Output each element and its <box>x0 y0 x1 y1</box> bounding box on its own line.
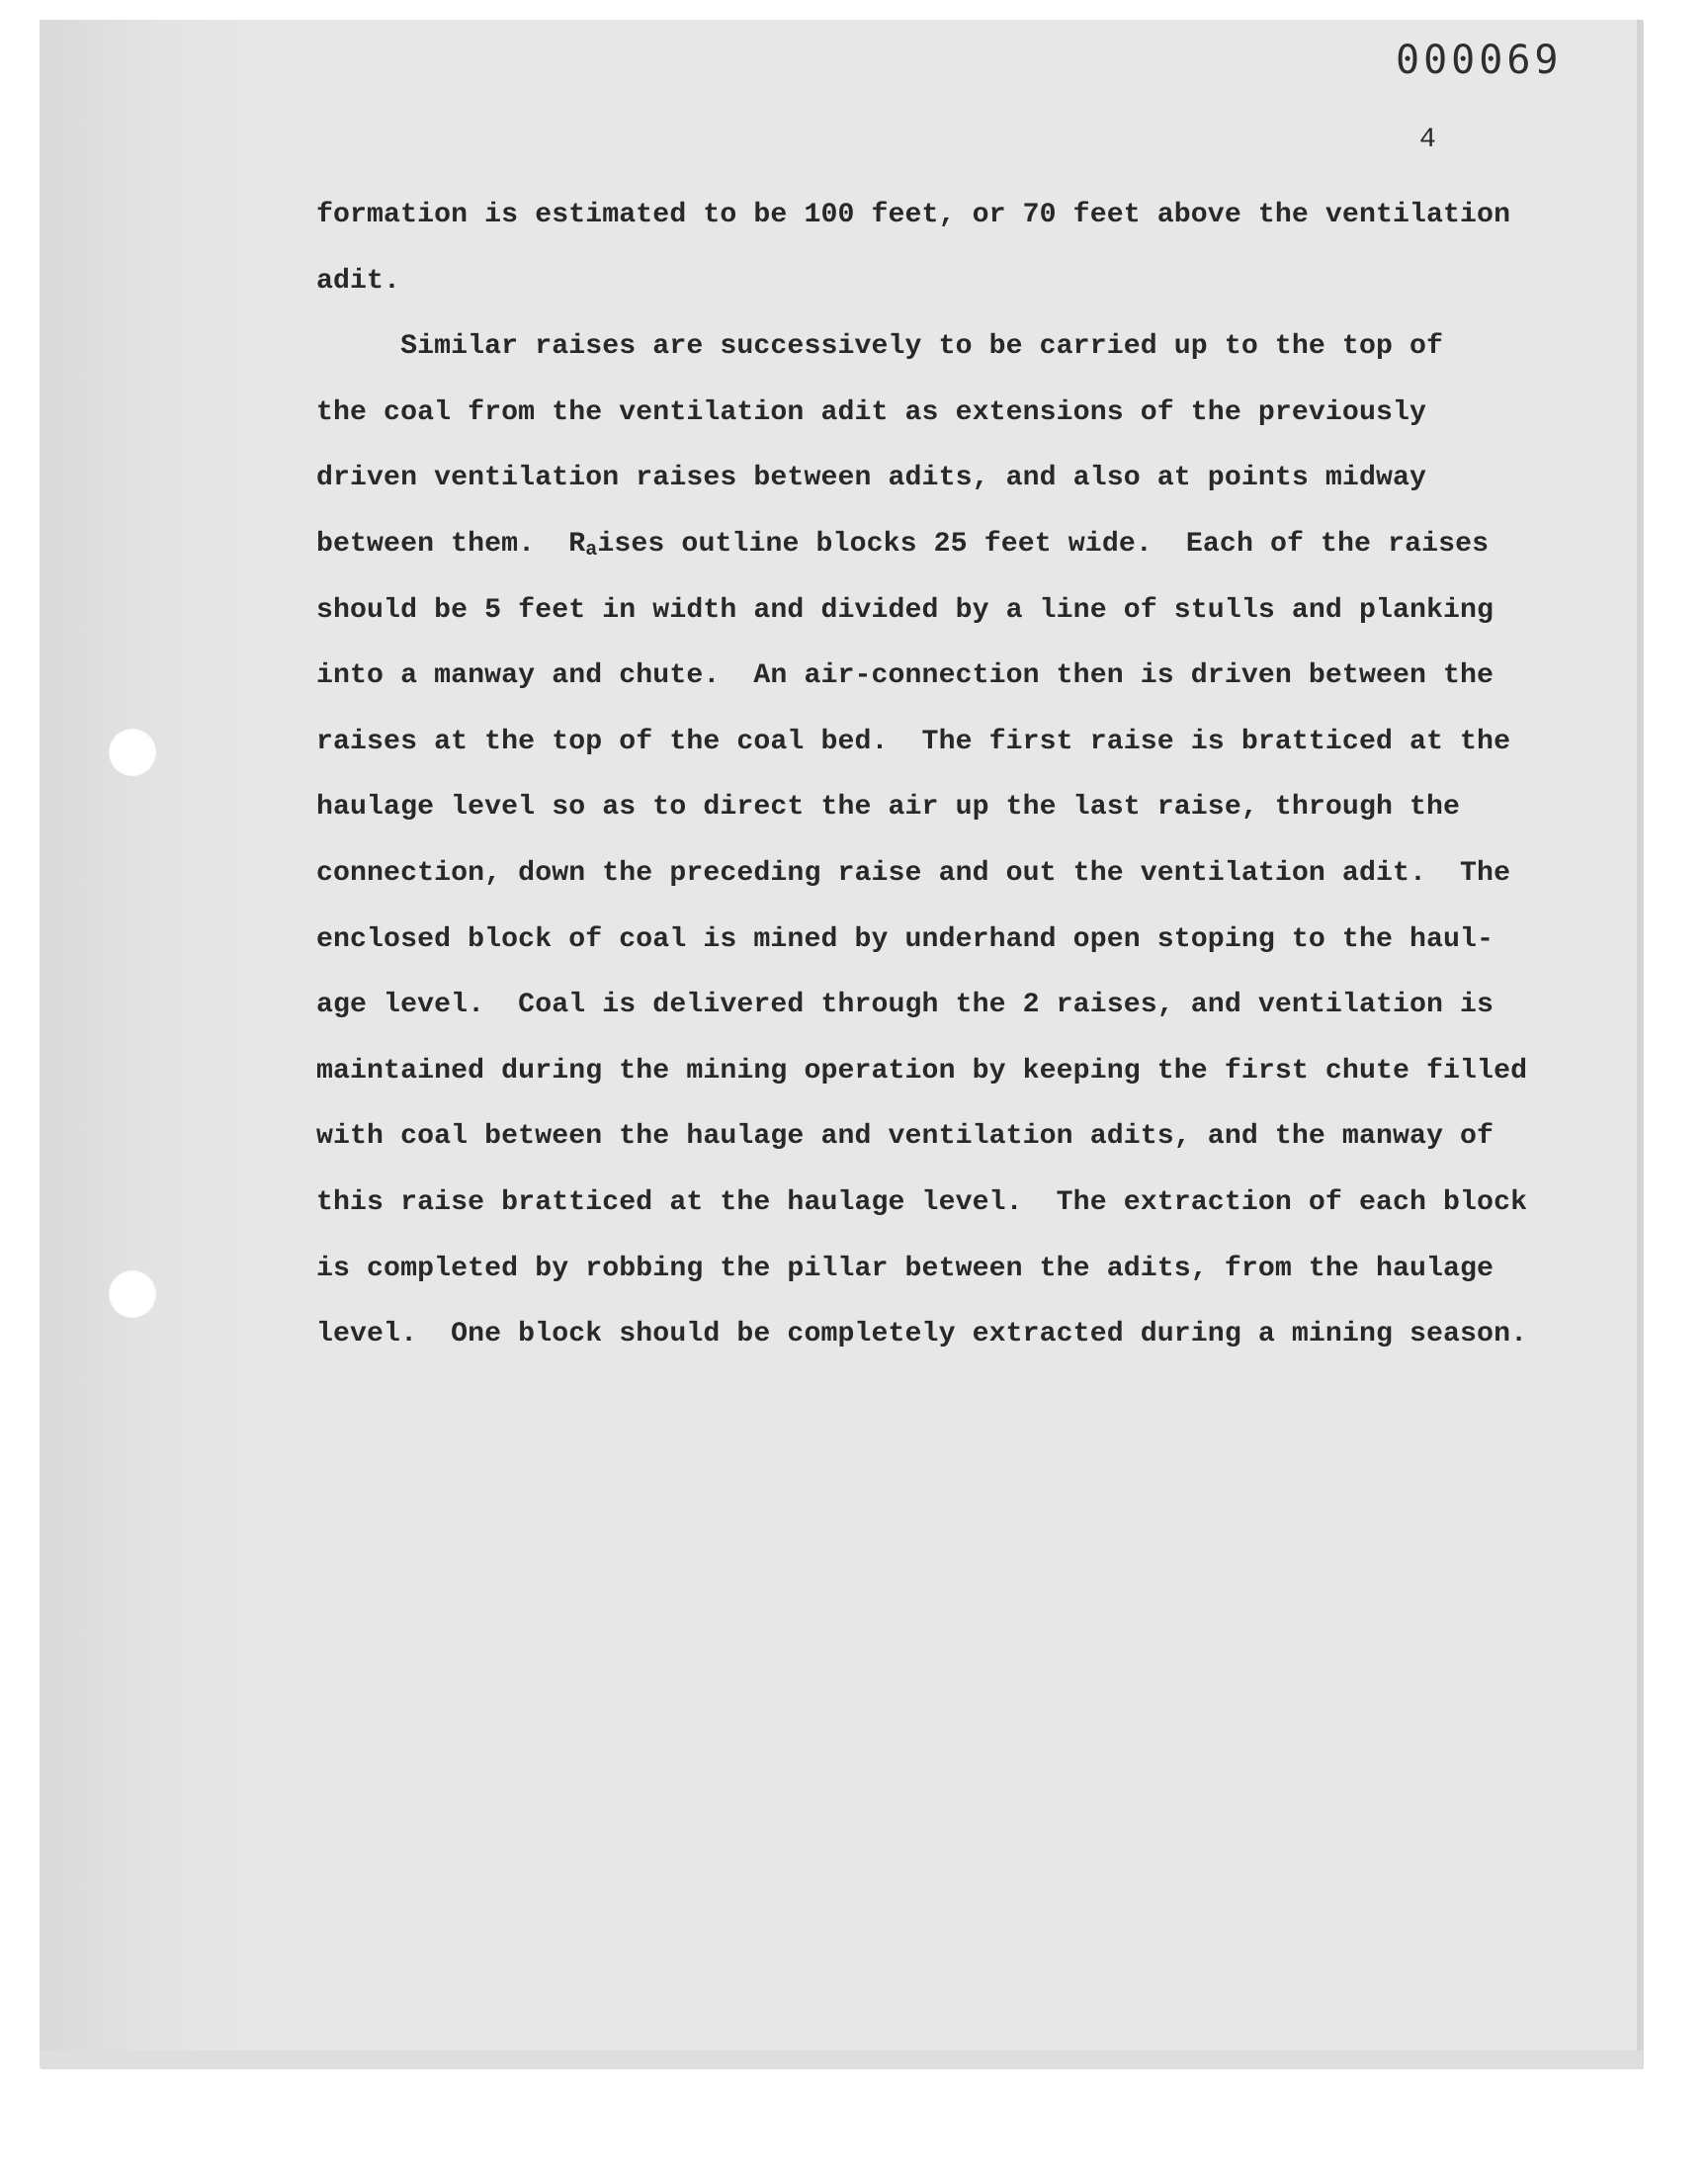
text-line: haulage level so as to direct the air up the last raise, through the <box>316 792 1461 824</box>
text-line: driven ventilation raises between adits, and also at points midway <box>316 463 1427 494</box>
page-edge <box>1637 20 1643 2068</box>
text-line <box>316 512 1502 578</box>
punch-hole <box>109 729 156 776</box>
text-line: is completed by robbing the pillar between the adits, from the haulage <box>316 1253 1494 1284</box>
text-line: maintained during the mining operation by keeping the first chute filled <box>316 1055 1528 1087</box>
text-line: age level. Coal is delivered through the 2 raises, and ventilation is <box>316 990 1494 1021</box>
text-line: this raise bratticed at the haulage level. The extraction of each block <box>316 1186 1528 1218</box>
page-shadow <box>40 20 247 2068</box>
page-edge <box>40 2050 1643 2068</box>
document-stamp-number: 000069 <box>1396 38 1563 83</box>
body-text <box>316 183 1528 1368</box>
text-line: should be 5 feet in width and divided by a line of stulls and planking <box>316 594 1494 626</box>
text-line: formation is estimated to be 100 feet, or 70 feet above the ventilation <box>316 200 1511 230</box>
page-number: 4 <box>1419 125 1436 155</box>
text-line: Similar raises are successively to be carried up to the top of <box>316 331 1444 363</box>
text-line: level. One block should be completely extracted during a mining season. <box>316 1319 1528 1350</box>
text-line: adit. <box>316 265 401 297</box>
punch-hole <box>109 1270 156 1318</box>
text-line: into a manway and chute. An air-connection then is driven between the <box>316 660 1494 692</box>
text-line: enclosed block of coal is mined by underhand open stoping to the haul- <box>316 923 1494 955</box>
text-line: connection, down the preceding raise and out the ventilation adit. The <box>316 857 1511 889</box>
text-fragment: between them. <box>316 528 536 560</box>
text-line: raises at the top of the coal bed. The first raise is bratticed at the <box>316 726 1511 757</box>
typed-subscript-letter: a <box>585 538 598 562</box>
text-line: with coal between the haulage and ventilation adits, and the manway of <box>316 1121 1494 1153</box>
typed-letter: R <box>568 528 586 560</box>
text-line: the coal from the ventilation adit as extensions of the previously <box>316 396 1427 428</box>
text-fragment: ises outline blocks 25 feet wide. Each of the raises <box>597 528 1490 560</box>
